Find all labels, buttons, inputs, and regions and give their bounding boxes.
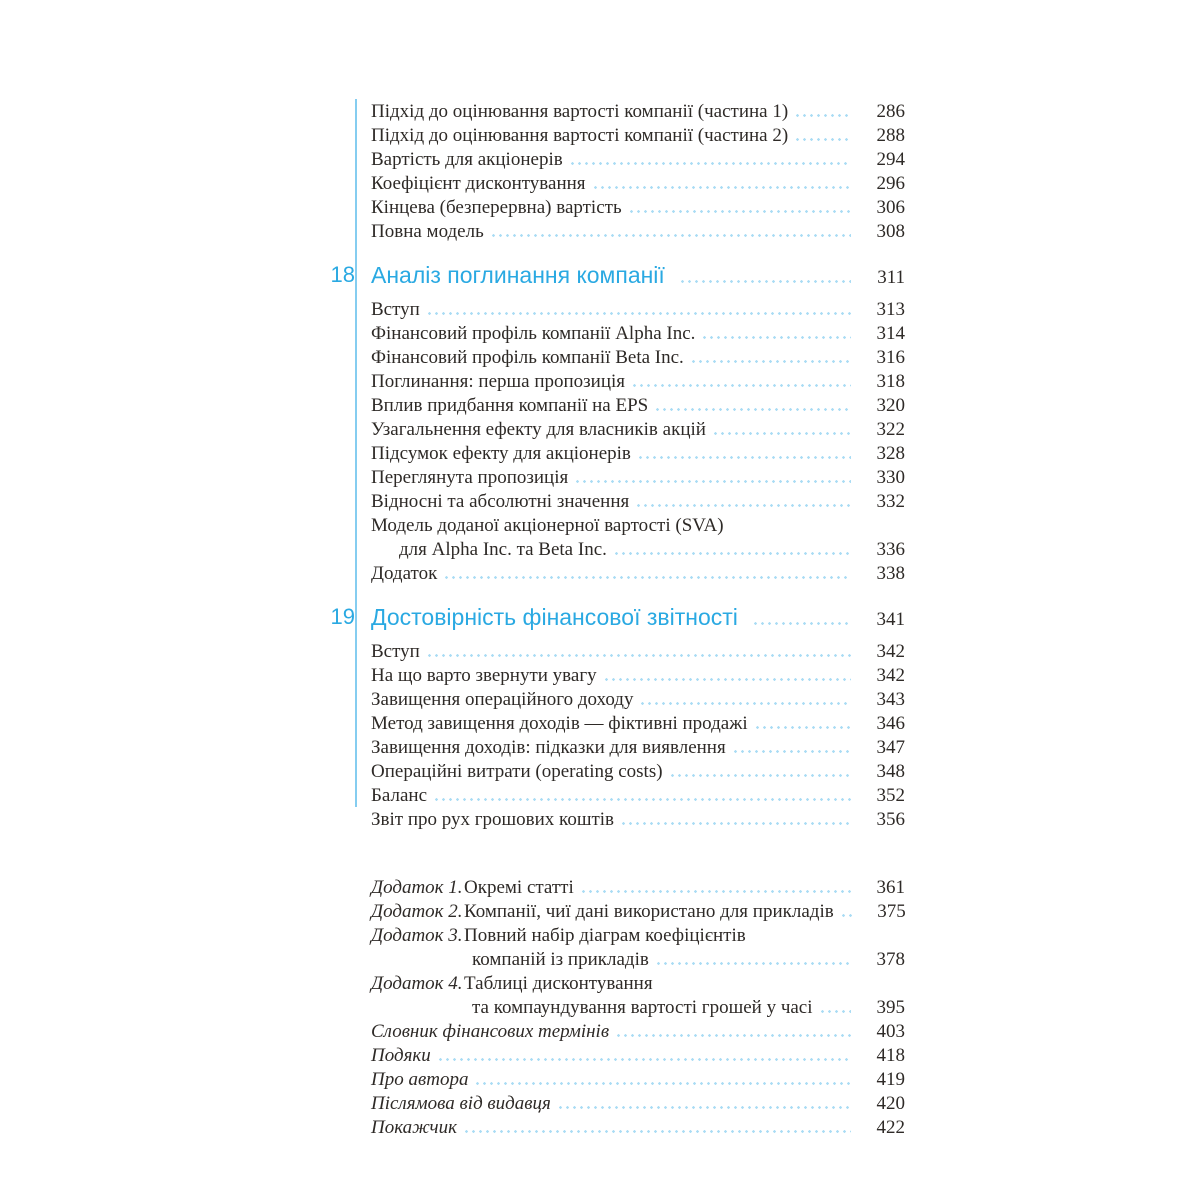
toc-entry	[371, 394, 905, 418]
entry-page: 314	[876, 323, 905, 344]
appendix-label: Додаток 1.	[371, 877, 463, 898]
toc-entry	[371, 172, 905, 196]
dot-leader	[842, 914, 852, 917]
entry-title: Словник фінансових термінів	[371, 1021, 610, 1042]
entry-page: 419	[876, 1069, 905, 1090]
dot-leader	[656, 408, 851, 411]
dot-leader	[657, 962, 851, 965]
entry-page: 320	[876, 395, 905, 416]
entry-title: Окремі статті	[464, 877, 574, 898]
dot-leader	[821, 1010, 851, 1013]
appendix-entry	[371, 876, 905, 900]
toc-entry	[371, 370, 905, 394]
chapter-rule	[355, 99, 357, 807]
entry-title: Модель доданої акціонерної вартості (SVA)	[371, 515, 724, 536]
chapter-number: 18	[330, 262, 355, 287]
entry-title: Подяки	[371, 1045, 431, 1066]
entry-page: 338	[876, 563, 905, 584]
entry-page: 288	[876, 125, 905, 146]
entry-title: Підхід до оцінювання вартості компанії (частина 2)	[371, 125, 789, 146]
appendix-body	[464, 972, 905, 1020]
entry-page: 322	[876, 419, 905, 440]
entry-page: 356	[876, 809, 905, 830]
toc-entry	[371, 298, 905, 322]
toc-entry-line2	[371, 538, 905, 562]
entry-title-continuation: та компаундування вартості грошей у часі	[472, 997, 813, 1018]
entry-title: Баланс	[371, 785, 428, 806]
toc-entry	[371, 1068, 905, 1092]
dot-leader	[435, 798, 851, 801]
toc-entry-line1	[371, 514, 905, 538]
entry-page: 420	[876, 1093, 905, 1114]
entry-title: Звіт про рух грошових коштів	[371, 809, 615, 830]
chapter-heading-19	[330, 601, 905, 633]
dot-leader	[637, 504, 851, 507]
entry-page: 352	[876, 785, 905, 806]
dot-leader	[756, 726, 851, 729]
dot-leader	[617, 1034, 851, 1037]
dot-leader	[605, 678, 851, 681]
chapter-page: 341	[876, 609, 905, 630]
entry-title: Узагальнення ефекту для власників акцій	[371, 419, 706, 440]
toc-entry	[371, 688, 905, 712]
entry-page: 342	[876, 665, 905, 686]
entry-page: 308	[876, 221, 905, 242]
dot-leader	[594, 186, 851, 189]
dot-leader	[428, 654, 851, 657]
entry-title: Операційні витрати (operating costs)	[371, 761, 663, 782]
entry-title: Повна модель	[371, 221, 484, 242]
appendix-body	[464, 900, 905, 924]
toc-entry	[371, 808, 905, 832]
entry-page: 378	[876, 949, 905, 970]
toc-entry	[371, 784, 905, 808]
entry-page: 361	[876, 877, 905, 898]
dot-leader	[445, 576, 851, 579]
toc-entry	[371, 442, 905, 466]
toc-entry	[371, 196, 905, 220]
dot-leader	[734, 750, 851, 753]
dot-leader	[681, 280, 851, 283]
dot-leader	[559, 1106, 851, 1109]
entry-title: Відносні та абсолютні значення	[371, 491, 630, 512]
toc-entry	[371, 1044, 905, 1068]
entry-page: 347	[876, 737, 905, 758]
dot-leader	[571, 162, 851, 165]
entry-page: 332	[876, 491, 905, 512]
entry-title: Додаток	[371, 563, 438, 584]
back-matter	[371, 876, 905, 1140]
entry-title: Метод завищення доходів — фіктивні продажі	[371, 713, 748, 734]
entry-title: Фінансовий профіль компанії Alpha Inc.	[371, 323, 696, 344]
entry-title: Таблиці дисконтування	[464, 973, 653, 994]
dot-leader	[714, 432, 851, 435]
entry-page: 346	[876, 713, 905, 734]
dot-leader	[754, 622, 851, 625]
entry-page: 286	[876, 101, 905, 122]
entry-title: Коефіцієнт дисконтування	[371, 173, 586, 194]
toc-column	[330, 100, 906, 1140]
entry-title: Фінансовий профіль компанії Beta Inc.	[371, 347, 684, 368]
chapter-title: Аналіз поглинання компанії	[371, 262, 665, 288]
dot-leader	[622, 822, 851, 825]
entry-page: 395	[876, 997, 905, 1018]
toc-entry	[371, 220, 905, 244]
chapter-heading-18	[330, 259, 905, 291]
appendix-body	[464, 876, 905, 900]
toc-entry	[371, 712, 905, 736]
dot-leader	[492, 234, 851, 237]
entry-page: 328	[876, 443, 905, 464]
appendix-entry	[371, 900, 905, 924]
entry-title: На що варто звернути увагу	[371, 665, 597, 686]
dot-leader	[796, 114, 851, 117]
toc-entry	[371, 640, 905, 664]
chapter-page: 311	[877, 267, 905, 288]
entry-page: 342	[876, 641, 905, 662]
toc-entry	[371, 562, 905, 586]
entry-title: Покажчик	[371, 1117, 458, 1138]
toc-entry	[371, 736, 905, 760]
entry-title: Вступ	[371, 641, 420, 662]
entry-page: 306	[876, 197, 905, 218]
entry-page: 296	[876, 173, 905, 194]
chapter-title: Достовірність фінансової звітності	[371, 604, 738, 630]
toc-entry	[371, 346, 905, 370]
entry-title: Про автора	[371, 1069, 469, 1090]
entry-page: 343	[876, 689, 905, 710]
toc-entry	[371, 322, 905, 346]
entry-page: 375	[877, 901, 906, 922]
toc-entry	[371, 1092, 905, 1116]
appendix-label: Додаток 2.	[371, 901, 463, 922]
dot-leader	[439, 1058, 851, 1061]
entry-page: 318	[876, 371, 905, 392]
entry-title: Переглянута пропозиція	[371, 467, 569, 488]
appendix-body	[464, 924, 905, 972]
entry-page: 316	[876, 347, 905, 368]
entry-title: Компанії, чиї дані використано для прикладів	[464, 901, 834, 922]
entry-page: 330	[876, 467, 905, 488]
dot-leader	[703, 336, 851, 339]
entry-title: Вступ	[371, 299, 420, 320]
entry-title: Вартість для акціонерів	[371, 149, 563, 170]
dot-leader	[796, 138, 851, 141]
toc-entry	[371, 418, 905, 442]
toc-entry	[371, 760, 905, 784]
dot-leader	[633, 384, 851, 387]
toc-entry	[371, 466, 905, 490]
dot-leader	[576, 480, 851, 483]
dot-leader	[582, 890, 851, 893]
entry-page: 403	[876, 1021, 905, 1042]
appendix-entry	[371, 972, 905, 1020]
appendix-label: Додаток 3.	[371, 925, 463, 946]
entry-page: 348	[876, 761, 905, 782]
entry-page: 294	[876, 149, 905, 170]
entry-page: 313	[876, 299, 905, 320]
entry-title: Підсумок ефекту для акціонерів	[371, 443, 631, 464]
dot-leader	[630, 210, 851, 213]
entry-title: Завищення операційного доходу	[371, 689, 634, 710]
toc-entry	[371, 1116, 905, 1140]
entry-page: 336	[876, 539, 905, 560]
chapter-number: 19	[330, 604, 355, 629]
entry-title: Вплив придбання компанії на EPS	[371, 395, 649, 416]
dot-leader	[639, 456, 851, 459]
appendix-entry	[371, 924, 905, 972]
dot-leader	[428, 312, 851, 315]
entry-title: Завищення доходів: підказки для виявлення	[371, 737, 726, 758]
entry-title: Поглинання: перша пропозиція	[371, 371, 626, 392]
entry-page: 422	[876, 1117, 905, 1138]
toc-entry	[371, 664, 905, 688]
dot-leader	[465, 1130, 851, 1133]
dot-leader	[615, 552, 851, 555]
entry-title: Підхід до оцінювання вартості компанії (частина 1)	[371, 101, 789, 122]
dot-leader	[692, 360, 851, 363]
entry-title: Післямова від видавця	[371, 1093, 551, 1114]
entry-title: Повний набір діаграм коефіцієнтів	[464, 925, 746, 946]
toc-entry	[371, 490, 905, 514]
entry-title-continuation: компаній із прикладів	[472, 949, 649, 970]
toc-entry	[371, 100, 905, 124]
entry-title: Кінцева (безперервна) вартість	[371, 197, 622, 218]
dot-leader	[671, 774, 851, 777]
toc-entry	[371, 124, 905, 148]
appendix-label: Додаток 4.	[371, 973, 463, 994]
toc-entry	[371, 148, 905, 172]
toc-entry	[371, 1020, 905, 1044]
dot-leader	[641, 702, 851, 705]
entry-title-continuation: для Alpha Inc. та Beta Inc.	[399, 539, 607, 560]
entry-page: 418	[876, 1045, 905, 1066]
dot-leader	[476, 1082, 851, 1085]
